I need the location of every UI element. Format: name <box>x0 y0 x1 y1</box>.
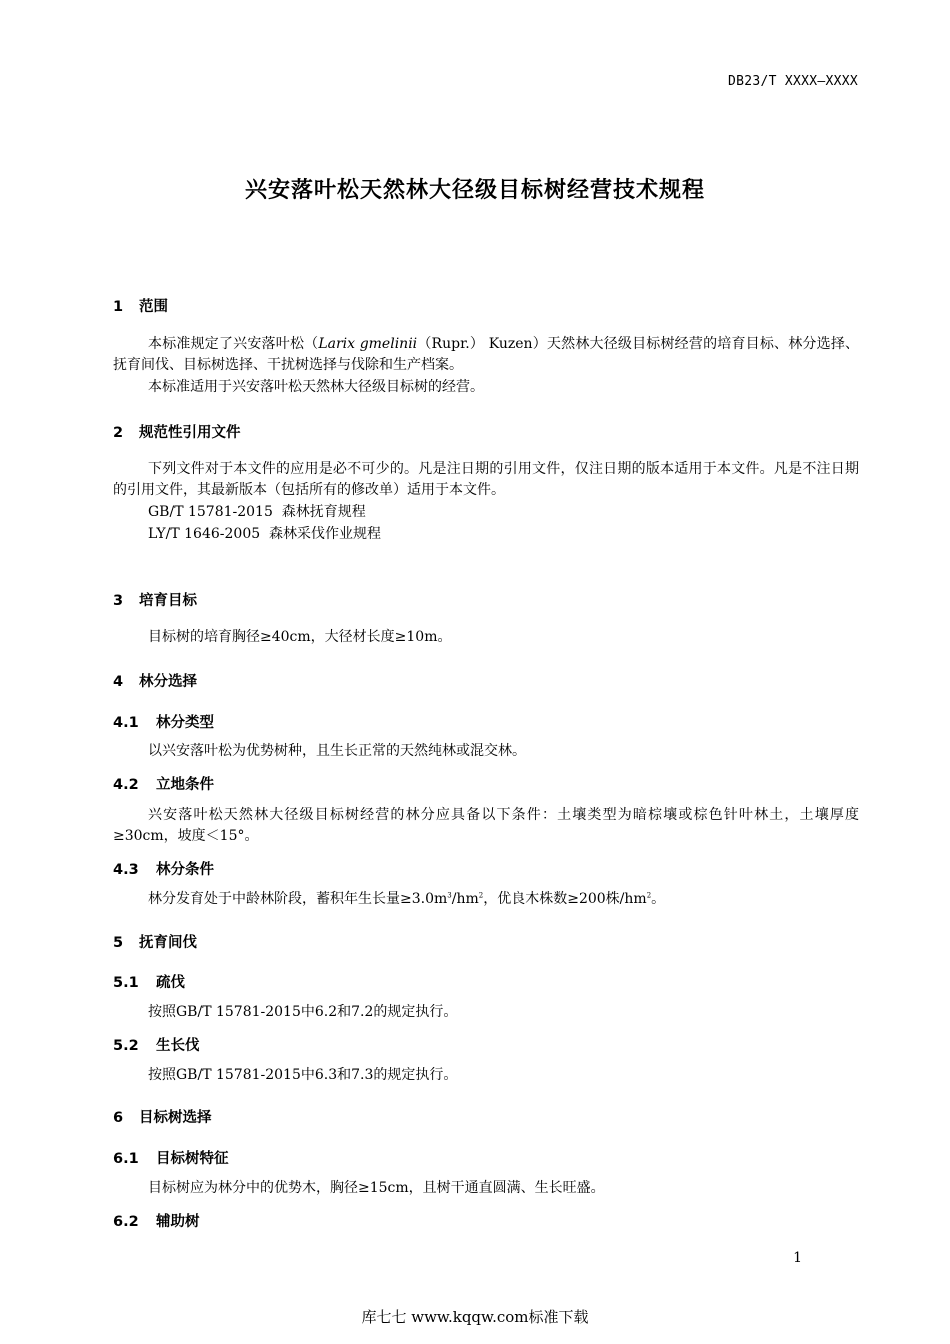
subsection-5-2-paragraph: 按照GB/T 15781-2015中6.3和7.3的规定执行。 <box>148 1067 458 1083</box>
subsection-number: 4.1 <box>113 715 139 731</box>
subsection-title: 辅助树 <box>156 1214 200 1230</box>
text-run: ，优良木株数≥200株/hm <box>483 891 647 907</box>
subsection-title: 生长伐 <box>156 1038 200 1054</box>
section-3-paragraph-1: 目标树的培育胸径≥40cm，大径材长度≥10m。 <box>148 629 452 645</box>
section-title: 林分选择 <box>139 674 197 690</box>
subsection-6-1-paragraph: 目标树应为林分中的优势木，胸径≥15cm，且树干通直圆满、生长旺盛。 <box>148 1180 605 1196</box>
section-number: 2 <box>113 425 124 441</box>
superscript: 2 <box>646 891 652 900</box>
section-title: 目标树选择 <box>139 1110 212 1126</box>
section-number: 3 <box>113 593 124 609</box>
reference-1: GB/T 15781-2015 森林抚育规程 <box>148 504 366 520</box>
section-number: 6 <box>113 1110 124 1126</box>
subsection-5-2-heading <box>113 1034 200 1055</box>
section-title: 规范性引用文件 <box>139 425 241 441</box>
subsection-title: 疏伐 <box>156 975 185 991</box>
section-1-paragraph-2: 本标准适用于兴安落叶松天然林大径级目标树的经营。 <box>148 379 484 395</box>
text-run: 。 <box>651 891 666 907</box>
section-number: 4 <box>113 674 124 690</box>
section-title: 培育目标 <box>139 593 197 609</box>
section-5-heading <box>113 931 197 952</box>
subsection-5-1-heading <box>113 971 185 992</box>
subsection-6-1-heading <box>113 1147 229 1168</box>
subsection-title: 立地条件 <box>156 777 214 793</box>
section-3-heading <box>113 589 197 610</box>
subsection-number: 5.2 <box>113 1038 139 1054</box>
section-title: 抚育间伐 <box>139 935 197 951</box>
subsection-number: 6.2 <box>113 1214 139 1230</box>
subsection-number: 4.2 <box>113 777 139 793</box>
section-2-heading <box>113 421 241 442</box>
standard-code: DB23/T XXXX—XXXX <box>727 74 858 89</box>
subsection-number: 4.3 <box>113 862 139 878</box>
latin-name: Larix gmelinii <box>318 336 418 352</box>
section-title: 范围 <box>139 299 168 315</box>
subsection-title: 林分条件 <box>156 862 214 878</box>
subsection-4-1-heading <box>113 711 214 732</box>
subsection-title: 目标树特征 <box>156 1151 229 1167</box>
section-2-paragraph-1: 下列文件对于本文件的应用是必不可少的。凡是注日期的引用文件，仅注日期的版本适用于本文件。凡是不注日期的引用文件，其最新版本（包括所有的修改单）适用于本文件。 <box>113 461 859 498</box>
subsection-4-2-paragraph: 兴安落叶松天然林大径级目标树经营的林分应具备以下条件：土壤类型为暗棕壤或棕色针叶林土，土壤厚度≥30cm，坡度＜15°。 <box>113 807 859 844</box>
text-run: 本标准规定了兴安落叶松（ <box>148 336 319 352</box>
page-number: 1 <box>793 1250 802 1266</box>
superscript: 3 <box>447 891 452 900</box>
footer-watermark: 库七七 www.kqqw.com标准下载 <box>361 1308 589 1326</box>
subsection-4-1-paragraph: 以兴安落叶松为优势树种，且生长正常的天然纯林或混交林。 <box>148 743 526 759</box>
section-1-paragraph-1 <box>113 334 859 376</box>
reference-2: LY/T 1646-2005 森林采伐作业规程 <box>148 526 382 542</box>
text-run: /hm <box>451 891 479 907</box>
section-number: 1 <box>113 299 124 315</box>
section-number: 5 <box>113 935 124 951</box>
text-run: （Rupr.） Kuzen）天然林大径级目标树经营的培育目标、林分选择、抚育间伐、目标树选择、干扰树选择与伐除和生产档案。 <box>113 336 860 373</box>
section-1-heading <box>113 295 168 316</box>
subsection-number: 5.1 <box>113 975 139 991</box>
subsection-title: 林分类型 <box>156 715 214 731</box>
subsection-4-2-heading <box>113 773 214 794</box>
subsection-6-2-heading <box>113 1210 200 1231</box>
section-6-heading <box>113 1106 212 1127</box>
document-title: 兴安落叶松天然林大径级目标树经营技术规程 <box>244 178 705 203</box>
subsection-number: 6.1 <box>113 1151 139 1167</box>
subsection-4-3-paragraph <box>113 889 859 910</box>
section-4-heading <box>113 670 197 691</box>
subsection-4-3-heading <box>113 858 214 879</box>
subsection-5-1-paragraph: 按照GB/T 15781-2015中6.2和7.2的规定执行。 <box>148 1004 458 1020</box>
text-run: 林分发育处于中龄林阶段，蓄积年生长量≥3.0m <box>148 891 448 907</box>
superscript: 2 <box>478 891 484 900</box>
